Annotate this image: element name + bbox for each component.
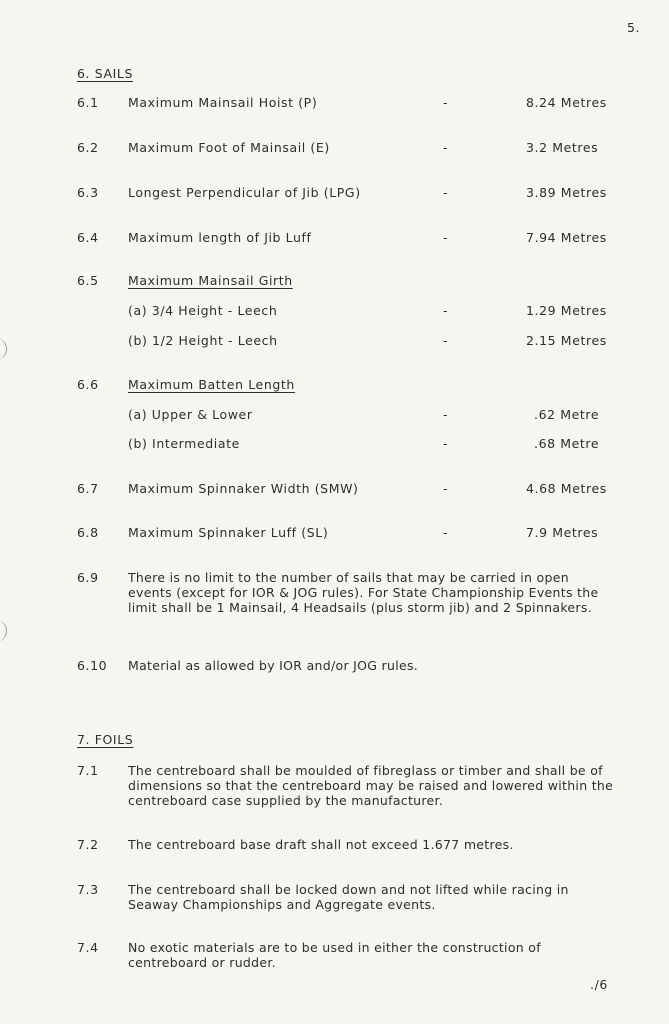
item-value: 3.2 Metres <box>526 140 599 155</box>
item-number: 7.1 <box>77 763 99 778</box>
item-number: 6.1 <box>77 95 99 110</box>
item-dash: - <box>443 230 449 245</box>
continuation-marker: ./6 <box>590 977 608 992</box>
item-paragraph: The centreboard base draft shall not exceed 1.677 metres. <box>128 837 514 852</box>
item-value: 8.24 Metres <box>526 95 607 110</box>
item-paragraph: The centreboard shall be locked down and not lifted while racing in Seaway Championships and Aggregate events. <box>128 882 569 912</box>
item-dash: - <box>443 185 449 200</box>
item-number: 7.4 <box>77 940 99 955</box>
section-heading-foils: 7. FOILS <box>77 732 134 747</box>
punch-hole <box>0 338 7 360</box>
item-paragraph: Material as allowed by IOR and/or JOG rules. <box>128 658 419 673</box>
item-dash: - <box>443 481 449 496</box>
item-paragraph: No exotic materials are to be used in either the construction of centreboard or rudder. <box>128 940 541 970</box>
item-number: 7.3 <box>77 882 99 897</box>
item-dash: - <box>443 140 449 155</box>
item-value: 1.29 Metres <box>526 303 607 318</box>
item-number: 6.4 <box>77 230 99 245</box>
item-number: 6.8 <box>77 525 99 540</box>
item-label: Longest Perpendicular of Jib (LPG) <box>128 185 361 200</box>
item-number: 7.2 <box>77 837 99 852</box>
item-value: 7.9 Metres <box>526 525 599 540</box>
item-paragraph: The centreboard shall be moulded of fibreglass or timber and shall be of dimensions so that the centreboard may be raised and lowered within the centreboard case supplied by the manufacturer. <box>128 763 614 808</box>
item-label: Maximum Mainsail Hoist (P) <box>128 95 318 110</box>
item-number: 6.6 <box>77 377 99 392</box>
item-dash: - <box>443 303 449 318</box>
item-number: 6.9 <box>77 570 99 585</box>
item-value: 2.15 Metres <box>526 333 607 348</box>
item-paragraph: There is no limit to the number of sails that may be carried in open events (except for IOR & JOG rules). For State Championship Events the limit shall be 1 Mainsail, 4 Headsails (plus storm jib) and 2 Spinnakers. <box>128 570 599 615</box>
item-dash: - <box>443 525 449 540</box>
page-number: 5. <box>627 20 641 35</box>
section-heading-sails: 6. SAILS <box>77 66 134 81</box>
item-label: Maximum Spinnaker Width (SMW) <box>128 481 359 496</box>
subitem-label: (b) 1/2 Height - Leech <box>128 333 278 348</box>
item-value: 7.94 Metres <box>526 230 607 245</box>
item-value: .62 Metre <box>534 407 600 422</box>
item-dash: - <box>443 407 449 422</box>
item-label: Maximum Batten Length <box>128 377 295 392</box>
item-number: 6.3 <box>77 185 99 200</box>
item-label: Maximum Spinnaker Luff (SL) <box>128 525 329 540</box>
item-number: 6.5 <box>77 273 99 288</box>
item-value: .68 Metre <box>534 436 600 451</box>
item-dash: - <box>443 333 449 348</box>
item-dash: - <box>443 95 449 110</box>
subitem-label: (a) Upper & Lower <box>128 407 253 422</box>
item-label: Maximum length of Jib Luff <box>128 230 312 245</box>
item-label: Maximum Mainsail Girth <box>128 273 293 288</box>
item-value: 3.89 Metres <box>526 185 607 200</box>
item-number: 6.7 <box>77 481 99 496</box>
subitem-label: (a) 3/4 Height - Leech <box>128 303 278 318</box>
item-number: 6.10 <box>77 658 108 673</box>
item-dash: - <box>443 436 449 451</box>
item-number: 6.2 <box>77 140 99 155</box>
item-value: 4.68 Metres <box>526 481 607 496</box>
punch-hole <box>0 620 7 642</box>
subitem-label: (b) Intermediate <box>128 436 240 451</box>
item-label: Maximum Foot of Mainsail (E) <box>128 140 330 155</box>
